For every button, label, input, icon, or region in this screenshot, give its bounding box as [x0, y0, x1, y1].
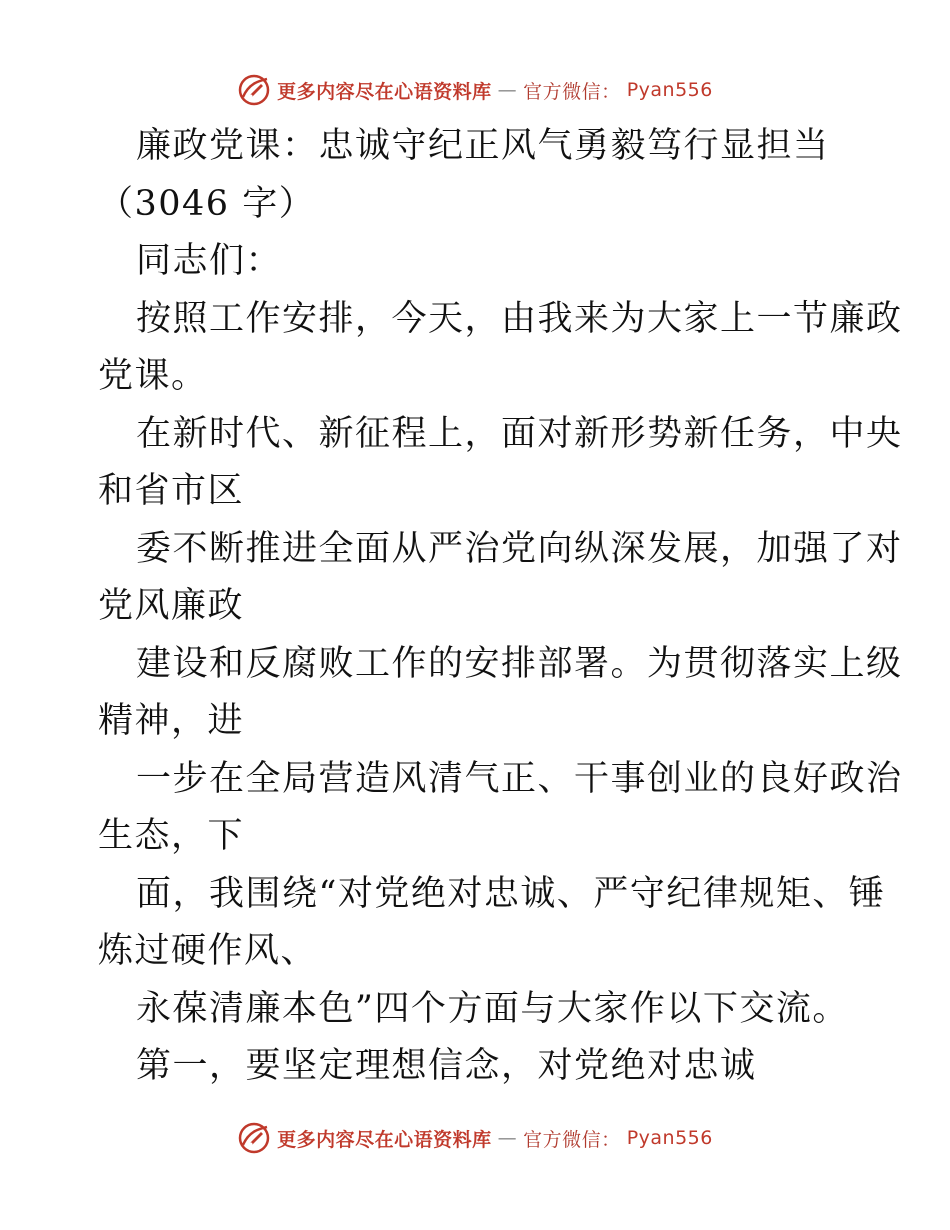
pen-logo-icon [237, 73, 271, 107]
document-body [98, 118, 903, 1096]
document-text-line: 在新时代、新征程上，面对新形势新任务，中央 [136, 413, 903, 454]
document-text-line: 面，我围绕“对党绝对忠诚、严守纪律规矩、锤 [136, 873, 886, 914]
banner-dash: — [497, 1127, 518, 1149]
banner-wechat-id: Pyan556 [626, 79, 713, 101]
document-text-line: 委不断推进全面从严治党向纵深发展，加强了对 [136, 528, 903, 569]
document-text-line: 建设和反腐败工作的安排部署。为贯彻落实上级 [136, 643, 903, 684]
document-text-line: 第一，要坚定理想信念，对党绝对忠诚 [136, 1046, 757, 1086]
document-text-line: 和省市区 [98, 471, 245, 511]
document-text-line: 炼过硬作风、 [98, 931, 318, 971]
banner-official-label: 官方微信： [523, 1128, 621, 1151]
pen-logo-icon [237, 1121, 271, 1155]
document-text-line: 党课。 [98, 356, 208, 396]
banner-official-label: 官方微信： [523, 80, 621, 103]
banner-brand-text: 更多内容尽在心语资料库 [277, 80, 492, 103]
document-text-line: （3046 字） [98, 183, 316, 224]
banner-dash: — [497, 79, 518, 101]
banner-brand-text: 更多内容尽在心语资料库 [277, 1128, 492, 1151]
document-text-line: 同志们： [136, 241, 283, 281]
banner-wechat-id: Pyan556 [626, 1127, 713, 1149]
document-text-line: 按照工作安排，今天，由我来为大家上一节廉政 [136, 298, 903, 339]
document-text-line: 一步在全局营造风清气正、干事创业的良好政治 [136, 758, 903, 799]
document-text-line: 党风廉政 [98, 586, 245, 626]
document-text-line: 精神，进 [98, 701, 245, 741]
header-watermark-banner [0, 70, 950, 110]
document-text-line: 生态，下 [98, 816, 245, 856]
document-title-line: 廉政党课：忠诚守纪正风气勇毅笃行显担当 [136, 126, 830, 166]
footer-watermark-banner [0, 1118, 950, 1158]
document-text-line: 永葆清廉本色”四个方面与大家作以下交流。 [136, 988, 849, 1029]
